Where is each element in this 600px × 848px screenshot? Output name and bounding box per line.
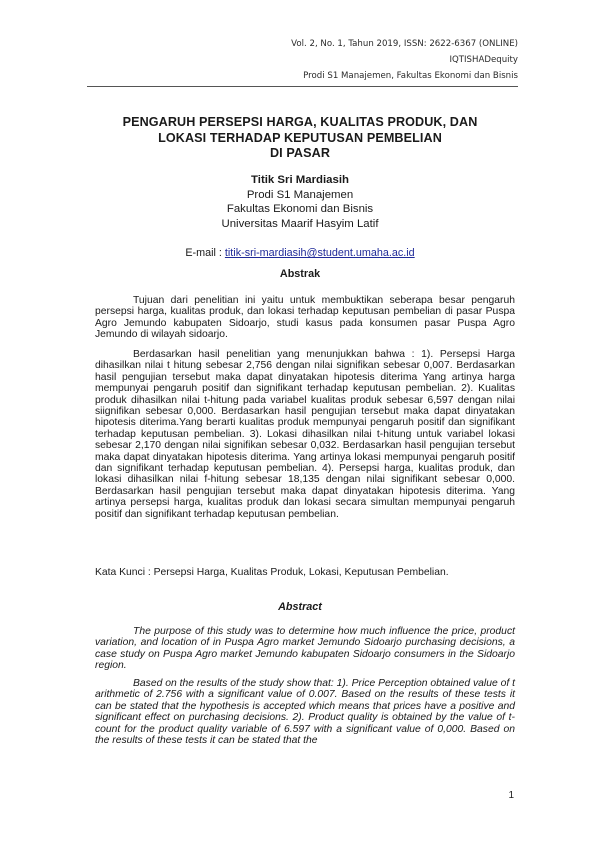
author-block [90,173,510,231]
journal-header [291,36,518,84]
author-faculty: Fakultas Ekonomi dan Bisnis [226,203,374,215]
page-number: 1 [508,790,514,801]
abstract-paragraph-2: Based on the results of the study show that: 1). Price Perception obtained value of t arithmetic of 2.756 with a significant value of 0.007. Based on the results of these tests it can be stated that the hypothesis is accepted which means that prices have a positive and significant effect on purchasing decisions. 2). Product quality is obtained by the value of t-count for the product quality variable of 6.597 with a significant value of 0,000. Based on the results of these tests it can be stated that the [95,678,515,747]
abstract-paragraph-1: The purpose of this study was to determine how much influence the price, product variation, and location of in Puspa Agro market Jemundo Sidoarjo purchasing decisions, a case study on Puspa Agro market Jemundo kabupaten Sidoarjo consumers in the Sidoarjo region. [95,626,515,672]
author-email [90,246,510,260]
abstract-heading: Abstract [278,601,322,613]
email-label: E-mail : [185,247,225,259]
author-university: Universitas Maarif Hasyim Latif [221,217,379,230]
author-name: Titik Sri Mardiasih [251,174,349,186]
author-department: Prodi S1 Manajemen [246,188,354,201]
abstrak-heading: Abstrak [279,268,321,280]
journal-volume-line: Vol. 2, No. 1, Tahun 2019, ISSN: 2622-6367 (ONLINE) [291,39,518,49]
header-divider [87,86,518,87]
paper-title [90,115,510,162]
abstrak-paragraph-2: Berdasarkan hasil penelitian yang menunjukkan bahwa : 1). Persepsi Harga dihasilkan nilai t hitung sebesar 2,756 dengan nilai signifikan sebesar 0,007. Berdasarkan hasil pengujian tersebut maka dapat dinyatakan hipotesis diterima Yang artinya harga mempunyai pengaruh positif dan signifikant terhadap keputusan pembelian. 2). Kualitas produk dihasilkan nilai t-hitung pada variabel kualitas produk sebesar 6,597 dengan nilai siignifikan sebesar 0,000. Berdasarkan hasil pengujian tersebut maka dapat dinyatakan hipotesis diterima.Yang berarti kualitas produk mempunyai pengaruh positif dan signifikant terhadap keputusan pembelian. 3). Lokasi dihasilkan nilai t-hitung untuk variabel lokasi sebesar 2,170 dengan nilai signifikan sebesar 0,032. Berdasarkan hasil pengujian tersebut maka dapat dinyatakan hipotesis diterima. Yang artinya lokasi mempunyai pengaruh positif dan signifikant terhadap keputusan pembelian. 4). Persepsi harga, kualitas produk, dan lokasi dihasilkan nilai f-hitung sebesar 18,135 dengan nilai signifikant sebesar 0,000. Berdasarkan hasil pengujian tersebut maka dapat dinyatakan hipotesis diterima. Yang artinya persepsi harga, kualitas produk dan lokasi secara simultan mempunyai pengaruh positif dan signifikant terhadap keputusan pembelian. [95,349,515,520]
title-line-1: PENGARUH PERSEPSI HARGA, KUALITAS PRODUK, DAN [122,115,478,129]
abstrak-paragraph-1: Tujuan dari penelitian ini yaitu untuk membuktikan seberapa besar pengaruh persepsi harga, kualitas produk, dan lokasi terhadap keputusan pembelian di pasar Puspa Agro Jemundo kabupaten Sidoarjo, studi kasus pada konsumen pasar Puspa Agro Jemundo di wilayah sidoarjo. [95,295,515,341]
title-line-2: LOKASI TERHADAP KEPUTUSAN PEMBELIAN [158,130,442,145]
journal-name: IQTISHADequity [449,55,518,65]
keywords: Kata Kunci : Persepsi Harga, Kualitas Produk, Lokasi, Keputusan Pembelian. [95,567,449,578]
title-line-3: DI PASAR [269,146,331,160]
journal-faculty-line: Prodi S1 Manajemen, Fakultas Ekonomi dan Bisnis [303,71,518,81]
email-link[interactable]: titik-sri-mardiasih@student.umaha.ac.id [224,247,415,259]
